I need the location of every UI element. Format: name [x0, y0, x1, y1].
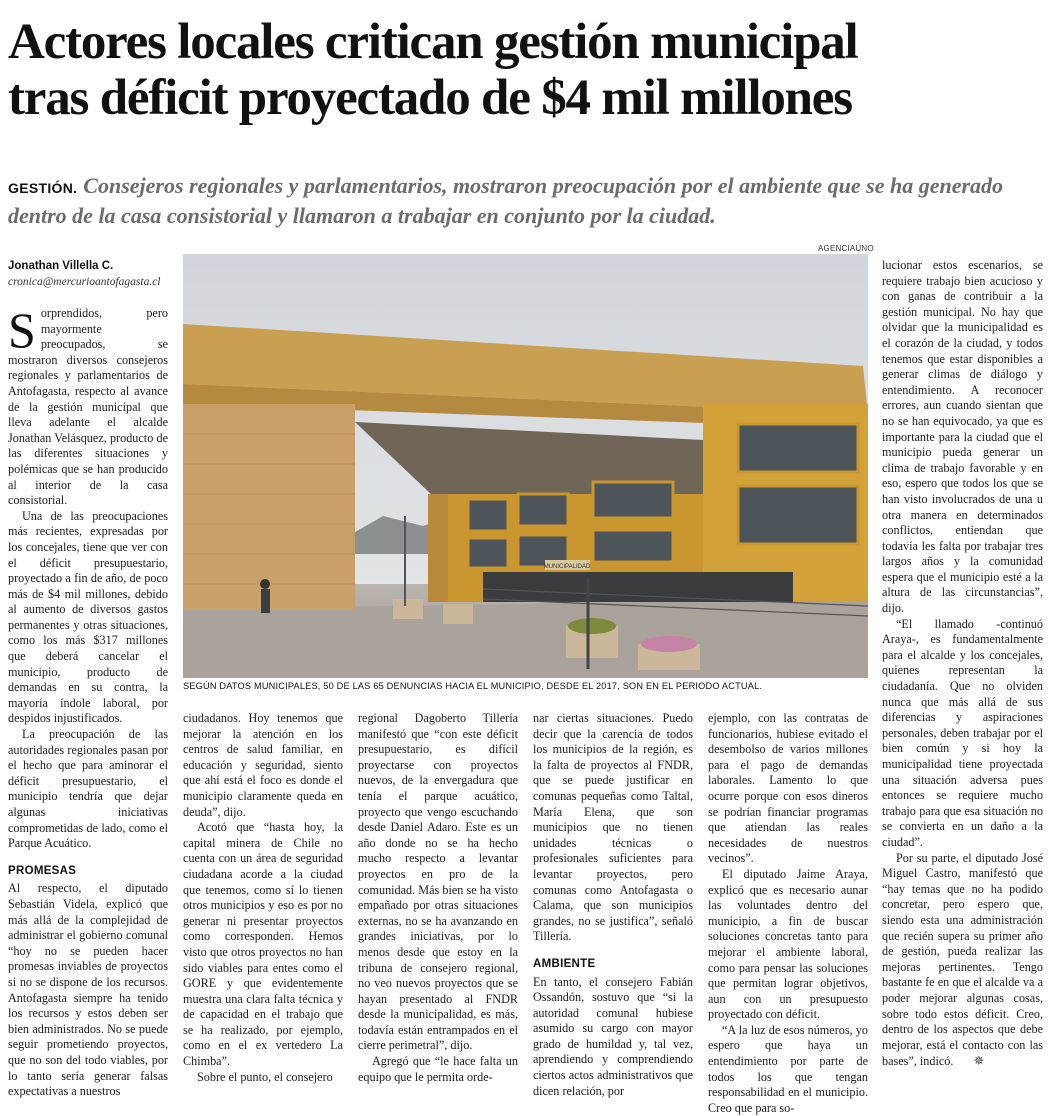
- article-paragraph: [882, 851, 1043, 1070]
- building-illustration: [183, 254, 868, 678]
- article-column-2: [183, 711, 343, 1085]
- article-paragraph: lucionar estos escenarios, se requiere trabajo bien acucioso y con ganas de contribuir a la gestión municipal. No hay que olvidar que la municipalidad es el corazón de la ciudad, y todos tenemos que estar disponibles a generar climas de diálogo y entendimiento. A reconocer errores, aun cuando sientan que no se han equivocado, ya que es importante para la ciudad que el municipio pueda generar un clima de trabajo favorable y en eso, espero que todos los que se han visto involucrados de una u otra manera en determinados conflictos, entiendan que todavía les falta por trabajar tres largos años y la comunidad espera que el municipio esté a la altura de las circunstancias”, dijo.: [882, 258, 1043, 616]
- article-paragraph: Una de las preocupaciones más recientes, expresadas por los concejales, tiene que ver con el déficit presupuestario, proyectado a fin de año, de poco más de $4 mil millones, debido al aumento de diversos gastos permanentes y otras situaciones, como los más $317 millones que deberá cancelar el municipio, producto de demandas en su contra, la mayoría índole laboral, por despidos injustificados.: [8, 508, 168, 726]
- article-paragraph: Acotó que “hasta hoy, la capital minera de Chile no cuenta con un área de seguridad ciudadana acorde a la ciudad que tenemos, como sí lo tienen otros municipios y eso es por no generar ni presentar proyectos como corresponden. Hemos visto que otros proyectos no han sido viables para entes como el GORE y que evidentemente muestra una clara falta técnica y de capacidad en el trabajo que se ha realizado, por ejemplo, como en el ex vertedero La Chimba”.: [183, 820, 343, 1069]
- article-paragraph: “A la luz de esos números, yo espero que haya un entendimiento por parte de todos los que tengan responsabilidad en el municipio. Creo que para so-: [708, 1022, 868, 1115]
- building-sign: MUNICIPALIDAD: [543, 564, 591, 570]
- article-column-5: [708, 711, 868, 1116]
- headline-line-2: tras déficit proyectado de $4 mil millones: [8, 70, 852, 126]
- byline-author: Jonathan Villella C.: [8, 260, 114, 272]
- subheading-ambiente: AMBIENTE: [533, 957, 596, 970]
- article-paragraph: regional Dagoberto Tillería manifestó que “con este déficit presupuestario, es difícil proyectarse con proyectos nuevos, de la envergadura que tenía el parque acuático, proyecto que vengo escuchando desde Daniel Adaro. Este es un año donde no se ha hecho mucho respecto a levantar proyectos en pro de la comunidad. Más bien se ha visto empañado por otras situaciones externas, no se ha avanzando en grandes iniciativas, por lo menos desde que estoy en la tribuna de consejero regional, no veo nuevos proyectos que se hayan presentado al FNDR desde la municipalidad, es más, todavía están entrampados en el cierre perimetral”, dijo.: [358, 711, 518, 1053]
- photo-credit: AGENCIAUNO: [818, 244, 874, 253]
- article-paragraph: Sobre el punto, el consejero: [197, 1069, 333, 1084]
- article-paragraph: [8, 302, 168, 509]
- article-paragraph: La preocupación de las autoridades regionales pasan por el hecho que para aminorar el déficit presupuestario, el municipio tendría que dejar algunas iniciativas comprometidas de lado, como el Parque Acuático.: [8, 727, 168, 851]
- article-paragraph: Al respecto, el diputado Sebastián Videla, explicó que más allá de la complejidad de administrar el gobierno comunal “hoy no se pueden hacer promesas inviables de proyectos si no se dispone de los recursos. Antofagasta siempre ha tenido los recursos y estos deben ser bien administrados. No se puede seguir prometiendo proyectos, que no son del todo viables, por lo tanto sería generar falsas expectativas a nuestros: [8, 881, 168, 1099]
- article-column-6: [882, 258, 1043, 1070]
- article-column-3: [358, 711, 518, 1085]
- deck-text: Consejeros regionales y parlamentarios, mostraron preocupación por el ambiente que se ha generado dentro de la casa consistorial y llamaron a trabajar en conjunto por la ciudad.: [8, 173, 1004, 228]
- article-paragraph: El diputado Jaime Araya, explicó que es necesario aunar las voluntades dentro del municipio, a fin de buscar soluciones concretas tanto para mejorar el ambiente laboral, como para pensar las soluciones que permitan lograr objetivos, aun con un presupuesto proyectado con déficit.: [708, 866, 868, 1022]
- drop-cap: S: [8, 302, 36, 358]
- photo-municipal-building: [183, 254, 868, 678]
- article-paragraph: ciudadanos. Hoy tenemos que mejorar la atención en los centros de salud familiar, en educación y seguridad, siento que ahí está el foco es donde el municipio claramente queda en deuda”, dijo.: [183, 711, 343, 819]
- article-paragraph: En tanto, el consejero Fabián Ossandón, sostuvo que “si la autoridad comunal hubiese asumido su cargo con mayor grado de humildad y, tal vez, aprendiendo y comprendiendo ciertos actos administrativos que dicen relación, por: [533, 974, 693, 1098]
- paragraph-text: orprendidos, pero mayormente preocupados, se mostraron diversos consejeros regionales y parlamentarios de Antofagasta, respecto al avance de la gestión municipal que lleva adelante el alcalde Jonathan Velásquez, producto de las diferentes situaciones y polémicas que se han producido al interior de la casa consistorial.: [8, 306, 168, 508]
- article-paragraph: Agregó que “le hace falta un equipo que le permita orde-: [358, 1054, 518, 1084]
- article-paragraph: nar ciertas situaciones. Puedo decir que la carencia de todos los municipios de la región, es la falta de proyectos al FNDR, que se puede justificar en comunas pequeñas como Taltal, María Elena, que son municipios que no tienen unidades técnicas o profesionales suficientes para levantar proyectos, pero comunas como Antofagasta o Calama, que son municipios grandes, no se justifica”, señaló Tillería.: [533, 711, 693, 944]
- byline-email: cronica@mercurioantofagasta.cl: [8, 276, 161, 288]
- article-paragraph: ejemplo, con las contratas de funcionarios, hubiese evitado el desembolso de varios millones para el pago de demandas laborales. Lamento lo que ocurre porque con esos dineros se podrían financiar programas que atiendan las reales necesidades de nuestros vecinos”.: [708, 711, 868, 866]
- headline-line-1: Actores locales critican gestión municipal: [8, 14, 858, 70]
- subheading-promesas: PROMESAS: [8, 864, 77, 877]
- byline: [8, 258, 178, 290]
- deck-kicker: GESTIÓN.: [8, 180, 78, 196]
- article-column-1: [8, 302, 168, 1100]
- paragraph-text: Por su parte, el diputado José Miguel Castro, manifestó que “hay temas que no ha podido concretar, pero espero que, siendo esta una administración que recién supera su primer año de gestión, pueda realizar las mejoras pertinentes. Tengo bastante fe en que el alcalde va a poder mejorar algunas cosas, sobre todo estos déficit. Creo, dentro de los aspectos que debe mejorar, está el contacto con las bases”, indicó.: [882, 850, 1043, 1069]
- headline: [8, 14, 1043, 126]
- end-mark-icon: ✵: [973, 1053, 985, 1069]
- article-column-4: [533, 711, 693, 1099]
- article-paragraph: “El llamado -continuó Araya-, es fundamentalmente para el alcalde y los concejales, quienes representan la ciudadanía. Que no olviden nunca que más allá de sus diferencias y aspiraciones personales, deben trabajar por el bien común y si hoy la municipalidad tiene proyectada una situación adversa pues entonces se requiere mucho trabajo para que esa situación no se convierta en un daño a la ciudad”.: [882, 616, 1043, 849]
- deck: [8, 172, 1038, 230]
- photo-caption: SEGÚN DATOS MUNICIPALES, 50 DE LAS 65 DENUNCIAS HACIA EL MUNICIPIO, DESDE EL 2017, SON EN EL PERIODO ACTUAL.: [183, 681, 763, 691]
